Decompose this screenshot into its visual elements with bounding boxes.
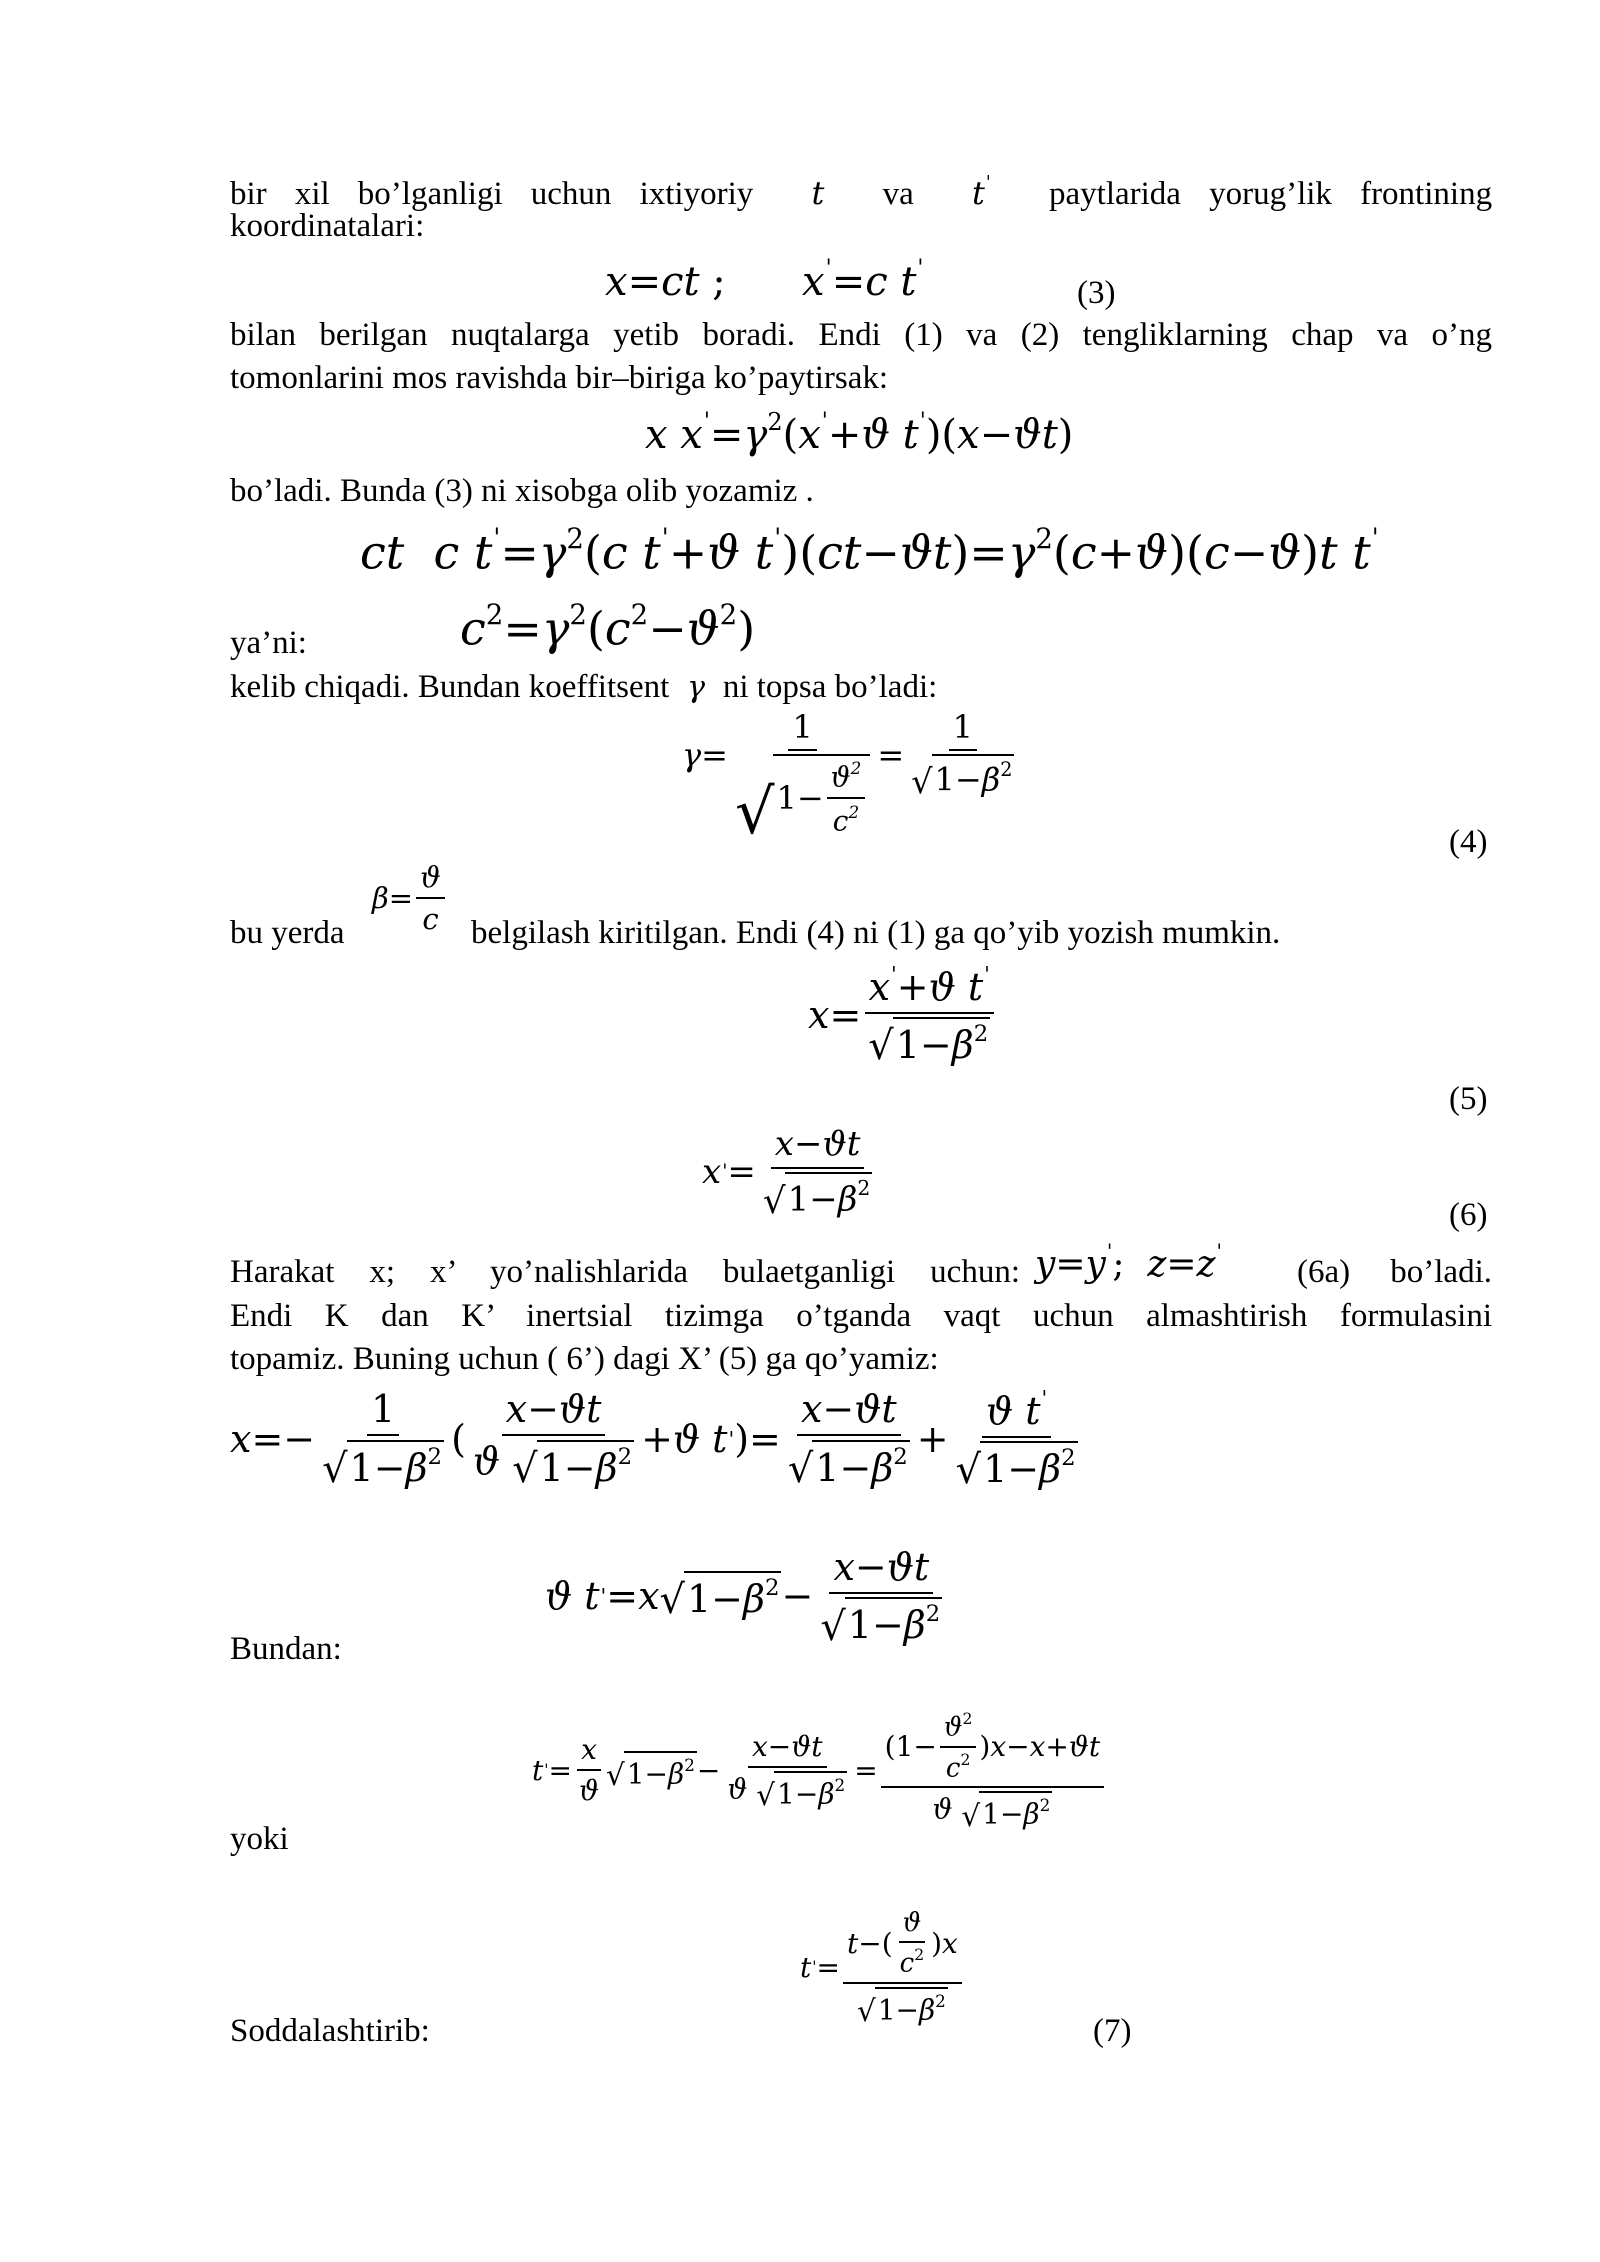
equation-x-substituted: x =− 1 √ $1-\beta^2$ ( x−ϑt ϑ √ $1-\beta^2$ + ϑ t ' )= x−ϑt √ $1-\beta^2$ + ϑ t' √ $1-\beta^2$ xyxy=(230,1386,1076,1494)
equation-beta: β = $\frac{ϑ}{c}$ xyxy=(372,860,448,936)
label-bundan: Bundan: xyxy=(230,1631,342,1667)
equation-t-prime-expanded: t ' = $\frac{x}{ϑ}$ √ $1-\beta^2$ − x−ϑt ϑ √ $1-\beta^2$ = (1− $\frac{ϑ^2}{c^2}$ ) x − x + ϑt ϑ √ $1-\beta^2$ xyxy=(532,1710,1107,1831)
equation-y-z: y=y'; z=z' xyxy=(1035,1240,1222,1285)
equation-5: x = x'+ϑ t' √ $1-\beta^2$ xyxy=(808,962,997,1067)
text-segment: va xyxy=(882,175,914,212)
label-soddalashtirib: Soddalashtirib: xyxy=(230,2013,430,2049)
equation-product: x $x'=\gamma^2(x'+ϑ$ t')(x−ϑt) xyxy=(645,408,1074,458)
math-t: t xyxy=(781,173,855,212)
text-segment: Harakat x; x’ yo’nalishlarida bulaetganligi uchun: xyxy=(230,1254,1020,1290)
paragraph-6-line-1-a xyxy=(230,1251,1020,1294)
text-segment: kelib chiqadi. Bundan koeffitsent xyxy=(230,669,670,705)
paragraph-5-b: belgilash kiritilgan. Endi (4) ni (1) ga qo’yib yozish mumkin. xyxy=(471,915,1281,951)
paragraph-6-line-2: Endi K dan K’ inertsial tizimga o’tganda vaqt uchun almashtirish formulasini xyxy=(230,1298,1492,1334)
paragraph-6-line-3: topamiz. Buning uchun ( 6’) dagi X’ (5) ga qo’yamiz: xyxy=(230,1341,939,1377)
paragraph-3: bo’ladi. Bunda (3) ni xisobga olib yozamiz . xyxy=(230,473,814,509)
equation-number-4: (4) xyxy=(1449,824,1488,860)
equation-3: x=ct ; x'=c t' xyxy=(605,256,924,305)
equation-7: t ' = t −( $\frac{ϑ}{c^2}$ ) x √ $1-\beta^2$ xyxy=(800,1908,965,2026)
label-yoki: yoki xyxy=(230,1821,289,1857)
equation-number-6: (6) xyxy=(1449,1197,1488,1233)
math-gamma: γ xyxy=(677,670,715,705)
equation-number-3: (3) xyxy=(1077,275,1116,311)
text-segment: bir xil bo’lganligi uchun ixtiyoriy xyxy=(230,175,754,212)
equation-vt-prime: ϑ t ' = x √ $1-\beta^2$ − x−ϑt √ $1-\beta^2$ xyxy=(545,1545,941,1650)
paragraph-6-line-1-b xyxy=(1297,1251,1492,1294)
text-segment: (6a) bo’ladi. xyxy=(1297,1254,1492,1290)
equation-number-7: (7) xyxy=(1093,2013,1132,2049)
paragraph-5-a: bu yerda xyxy=(230,915,345,951)
text-segment: ni topsa bo’ladi: xyxy=(722,669,938,705)
paragraph-4 xyxy=(230,666,937,709)
equation-gamma: γ= 1 √ 1 − $\frac{ϑ^2}{c^2}$ = 1 √ $1-\beta^2$ xyxy=(682,708,1013,849)
equation-number-5: (5) xyxy=(1449,1081,1488,1117)
paragraph-1-line-2: koordinatalari: xyxy=(230,208,425,244)
equation-6: x ' = x−ϑt √ $1-\beta^2$ xyxy=(702,1124,871,1222)
paragraph-2-line-2: tomonlarini mos ravishda bir–biriga ko’paytirsak: xyxy=(230,360,889,396)
paragraph-2-line-1: bilan berilgan nuqtalarga yetib boradi. Endi (1) va (2) tengliklarning chap va o’ng xyxy=(230,317,1492,353)
label-yani: ya’ni: xyxy=(230,625,307,661)
equation-substitution: ct c $t'=\gamma^2(c$ t'+ϑ $t')(ct-ϑt)=\gamma^2(c+ϑ)(c-ϑ)t$ t' xyxy=(360,522,1379,580)
math-t-prime: t' xyxy=(941,173,991,212)
equation-c-squared: $c^2=\gamma^2(c^2-ϑ^2)$ xyxy=(460,598,756,656)
text-segment: paytlarida yorug’lik frontining xyxy=(1049,175,1493,212)
